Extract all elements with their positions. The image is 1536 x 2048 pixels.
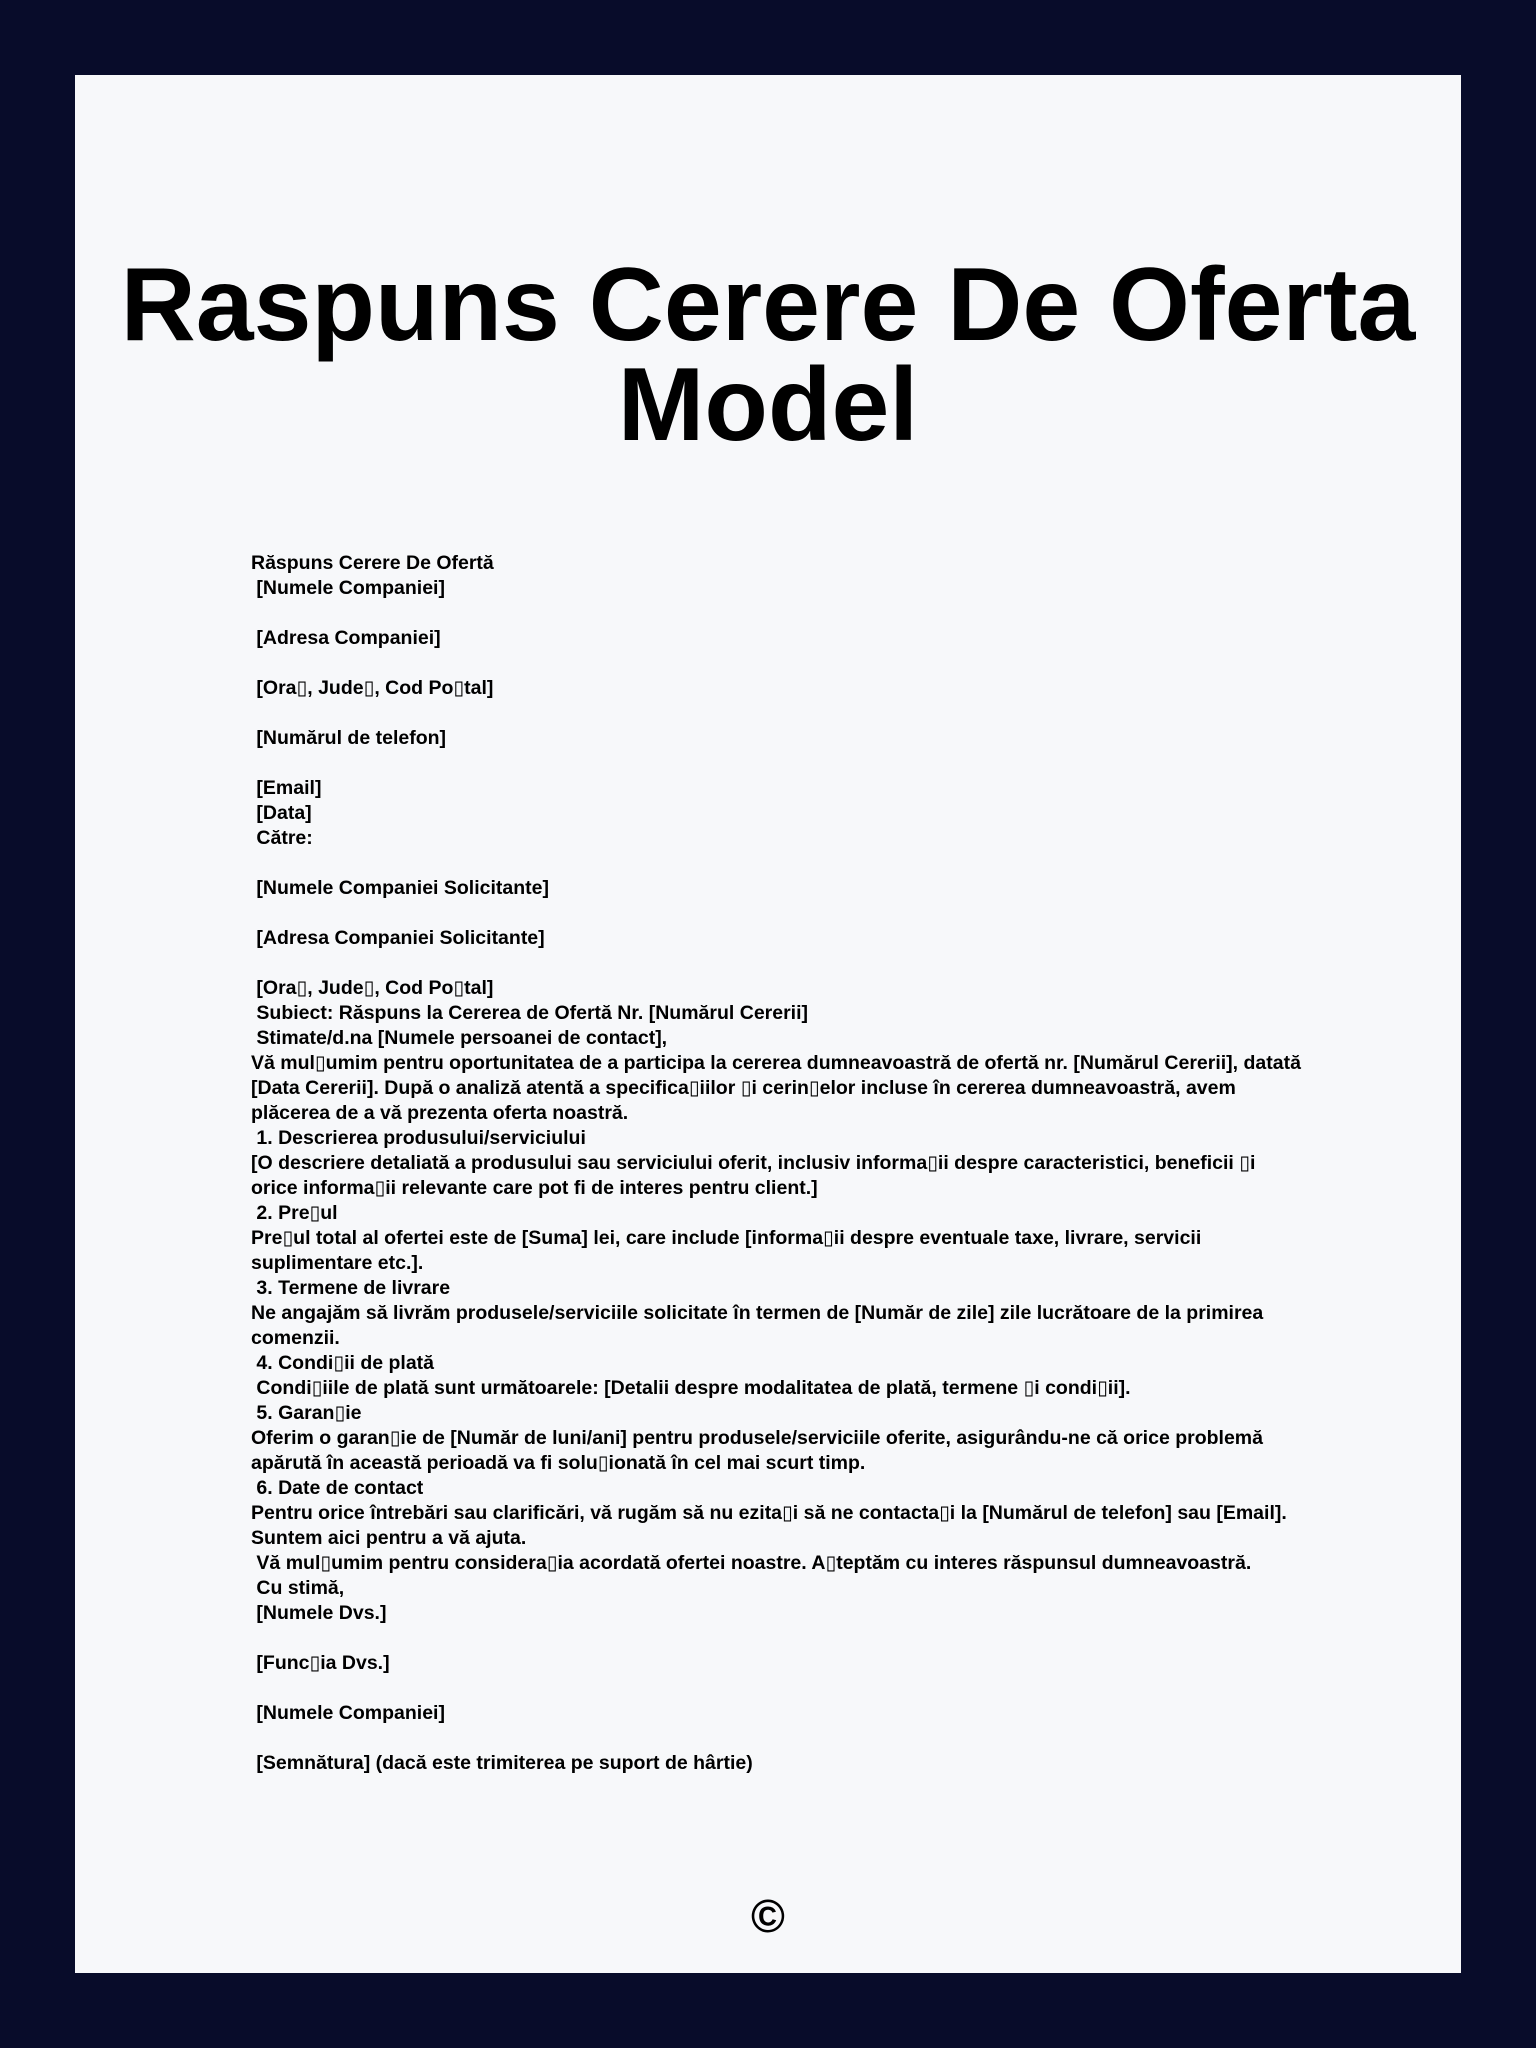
copyright-icon: © [751,1890,785,1942]
document-title: Raspuns Cerere De Oferta Model [120,247,1416,463]
document-page [75,75,1461,1973]
document-body: Răspuns Cerere De Ofertă [Numele Companiei] [Adresa Companiei] [Ora▯, Jude▯, Cod Po▯tal] [Numărul de telefon] [Email] [Data] Către: [Numele Companiei Solicitante] [Adresa Companiei Solicitante] [Ora▯, Jude▯, Cod Po▯tal] Subiect: Răspuns la Cererea de Ofertă Nr. [Numărul Cererii] Stimate/d.na [Numele persoanei de contact], Vă mul▯umim pentru oportunitatea de a participa la cererea dumneavoastră de ofertă nr. [Numărul Cererii], datată [Data Cererii]. După o analiză atentă a specifica▯iilor ▯i cerin▯elor incluse în cererea dumneavoastră, avem plăcerea de a vă prezenta oferta noastră. 1. Descrierea produsului/serviciului [O descriere detaliată a produsului sau serviciului oferit, inclusiv informa▯ii despre caracteristici, beneficii ▯i orice informa▯ii relevante care pot fi de interes pentru client.] 2. Pre▯ul Pre▯ul total al ofertei este de [Suma] lei, care include [informa▯ii despre eventuale taxe, livrare, servicii suplimentare etc.]. 3. Termene de livrare Ne angajăm să livrăm produsele/serviciile solicitate în termen de [Număr de zile] zile lucrătoare de la primirea comenzii. 4. Condi▯ii de plată Condi▯iile de plată sunt următoarele: [Detalii despre modalitatea de plată, termene ▯i condi▯ii]. 5. Garan▯ie Oferim o garan▯ie de [Număr de luni/ani] pentru produsele/serviciile oferite, asigurându-ne că orice problemă apărută în această perioadă va fi solu▯ionată în cel mai scurt timp. 6. Date de contact Pentru orice întrebări sau clarificări, vă rugăm să nu ezita▯i să ne contacta▯i la [Numărul de telefon] sau [Email]. Suntem aici pentru a vă ajuta. Vă mul▯umim pentru considera▯ia acordată ofertei noastre. A▯teptăm cu interes răspunsul dumneavoastră. Cu stimă, [Numele Dvs.] [Func▯ia Dvs.] [Numele Companiei] [Semnătura] (dacă este trimiterea pe suport de hârtie) [251,552,1301,1774]
